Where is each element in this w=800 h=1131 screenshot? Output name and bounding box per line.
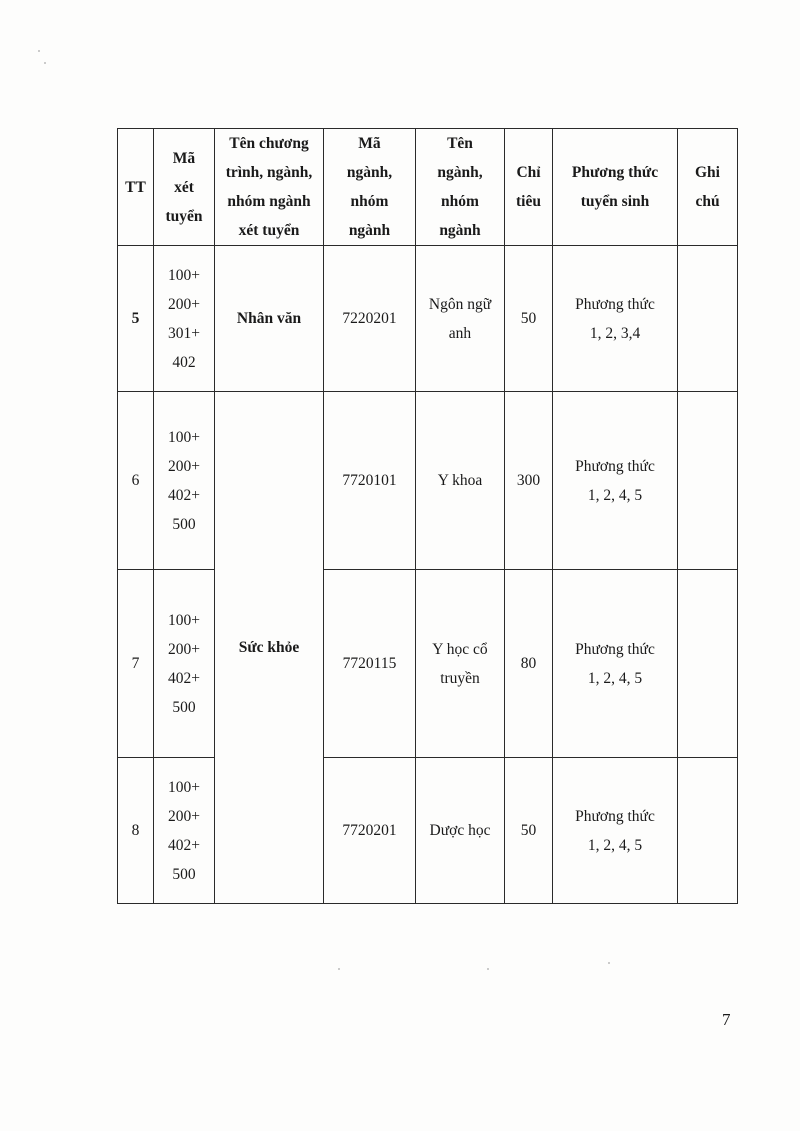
row-quota: 50 [505, 246, 553, 392]
row-major-name: Y khoa [416, 392, 505, 570]
row-program: Nhân văn [215, 246, 324, 392]
table-row [118, 392, 738, 570]
scan-speck [338, 968, 340, 970]
row-codes: 100+ 200+ 301+ 402 [154, 246, 215, 392]
header-ghi-chu: Ghi chú [678, 129, 738, 246]
row-methods: Phương thức 1, 2, 4, 5 [553, 758, 678, 904]
row-major-code: 7220201 [324, 246, 416, 392]
row-methods: Phương thức 1, 2, 3,4 [553, 246, 678, 392]
row-quota: 300 [505, 392, 553, 570]
table-row [118, 570, 738, 758]
row-major-code: 7720101 [324, 392, 416, 570]
row-program-merged: Sức khỏe [215, 392, 324, 904]
header-row [118, 129, 738, 246]
row-major-code: 7720115 [324, 570, 416, 758]
header-ma-xet-tuyen: Mã xét tuyển [154, 129, 215, 246]
row-major-name: Dược học [416, 758, 505, 904]
row-tt: 7 [118, 570, 154, 758]
table-row [118, 246, 738, 392]
row-quota: 50 [505, 758, 553, 904]
header-phuong-thuc: Phương thức tuyển sinh [553, 129, 678, 246]
header-chi-tieu: Chỉ tiêu [505, 129, 553, 246]
header-ten-nganh: Tên ngành, nhóm ngành [416, 129, 505, 246]
row-major-code: 7720201 [324, 758, 416, 904]
row-note [678, 392, 738, 570]
header-ma-nganh: Mã ngành, nhóm ngành [324, 129, 416, 246]
scan-speck [608, 962, 610, 964]
row-tt: 6 [118, 392, 154, 570]
scan-speck [487, 968, 489, 970]
row-major-name: Ngôn ngữ anh [416, 246, 505, 392]
header-tt: TT [118, 129, 154, 246]
header-ten-chuong-trinh: Tên chương trình, ngành, nhóm ngành xét tuyển [215, 129, 324, 246]
row-quota: 80 [505, 570, 553, 758]
row-methods: Phương thức 1, 2, 4, 5 [553, 570, 678, 758]
admission-table [117, 128, 738, 904]
row-methods: Phương thức 1, 2, 4, 5 [553, 392, 678, 570]
page-number: 7 [722, 1010, 731, 1029]
row-tt: 5 [118, 246, 154, 392]
row-major-name: Y học cổ truyền [416, 570, 505, 758]
row-note [678, 246, 738, 392]
row-codes: 100+ 200+ 402+ 500 [154, 758, 215, 904]
row-note [678, 570, 738, 758]
table-row [118, 758, 738, 904]
row-tt: 8 [118, 758, 154, 904]
row-codes: 100+ 200+ 402+ 500 [154, 392, 215, 570]
row-codes: 100+ 200+ 402+ 500 [154, 570, 215, 758]
scan-speck [38, 50, 40, 52]
row-note [678, 758, 738, 904]
scan-speck [44, 62, 46, 64]
